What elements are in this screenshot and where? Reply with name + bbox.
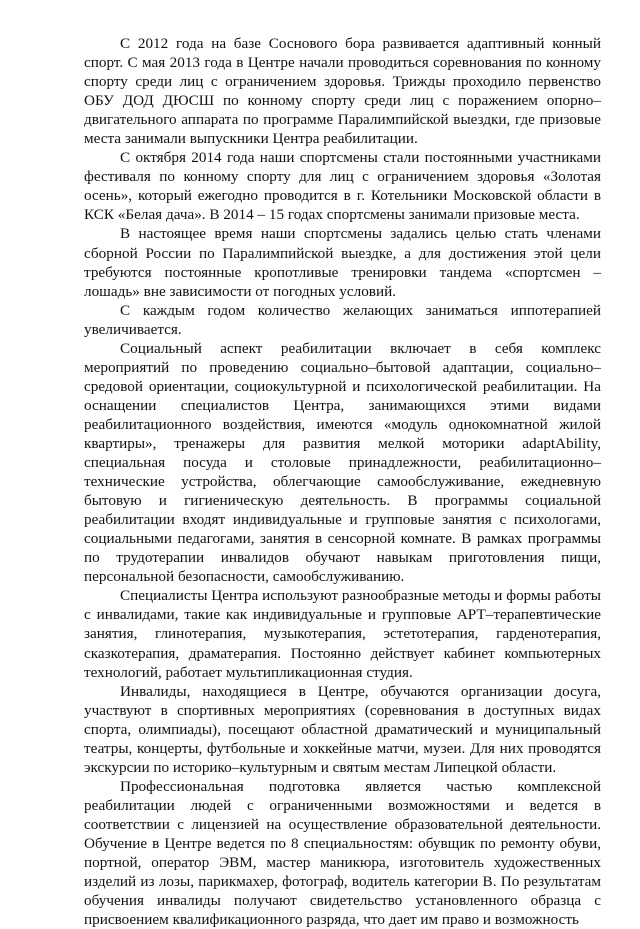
paragraph-adaptive-equestrian: С 2012 года на базе Соснового бора развивается адаптивный конный спорт. С мая 2013 года в Центре начали проводиться соревнования по конному спорту среди лиц с ограничением здоровья. Трижды проходило первенство ОБУ ДОД ДЮСШ по конному спорту среди лиц с поражением опорно–двигательного аппарата по программе Паралимпийской выездки, где призовые места занимали выпускники Центра реабилитации. — [84, 35, 601, 148]
document-body — [84, 34, 601, 929]
paragraph-therapy-methods: Специалисты Центра используют разнообразные методы и формы работы с инвалидами, такие как индивидуальные и групповые АРТ–терапевтические занятия, глинотерапия, музыкотерапия, эстетотерапия, гарденотерапия, сказкотерапия, драматерапия. Постоянно действует кабинет компьютерных технологий, работает мультипликационная студия. — [84, 587, 601, 681]
paragraph-paralympic-goal: В настоящее время наши спортсмены задались целью стать членами сборной России по Паралимпийской выездке, а для достижения этой цели требуются постоянные кропотливые тренировки тандема «спортсмен – лошадь» вне зависимости от погодных условий. — [84, 225, 601, 300]
paragraph-golden-autumn-festival: С октября 2014 года наши спортсмены стали постоянными участниками фестиваля по конному спорту для лиц с ограничением здоровья «Золотая осень», который ежегодно проводится в г. Котельники Московской области в КСК «Белая дача». В 2014 – 15 годах спортсмены занимали призовые места. — [84, 149, 601, 224]
paragraph-vocational-training: Профессиональная подготовка является частью комплексной реабилитации людей с ограниченными возможностями и ведется в соответствии с лицензией на осуществление образовательной деятельности. Обучение в Центре ведется по 8 специальностям: обувщик по ремонту обуви, портной, оператор ЭВМ, мастер маникюра, изготовитель художественных изделий из лозы, парикмахер, фотограф, водитель категории В. По результатам обучения инвалиды получают свидетельство установленного образца с присвоением квалификационного разряда, что дает им право и возможность — [84, 777, 601, 929]
paragraph-social-rehabilitation: Социальный аспект реабилитации включает в себя комплекс мероприятий по проведению социально–бытовой адаптации, социально–средовой ориентации, социокультурной и психологической реабилитации. На оснащении специалистов Центра, занимающихся этими видами реабилитационного воздействия, имеются «модуль однокомнатной жилой квартиры», тренажеры для развития мелкой моторики adaptAbility, специальная посуда и столовые принадлежности, реабилитационно–технические устройства, облегчающие самообслуживание, ежедневную бытовую и гигиеническую деятельность. В программы социальной реабилитации входят индивидуальные и групповые занятия с психологами, социальными педагогами, занятия в сенсорной комнате. В рамках программы по трудотерапии инвалидов обучают навыкам приготовления пищи, персональной безопасности, самообслуживанию. — [84, 339, 601, 586]
paragraph-leisure-activities: Инвалиды, находящиеся в Центре, обучаются организации досуга, участвуют в спортивных мероприятиях (соревнования в доступных видах спорта, олимпиады), посещают областной драматический и муниципальный театры, концерты, футбольные и хоккейные матчи, музеи. Для них проводятся экскурсии по историко–культурным и святым местам Липецкой области. — [84, 682, 601, 776]
paragraph-hippotherapy-demand: С каждым годом количество желающих заниматься иппотерапией увеличивается. — [84, 301, 601, 338]
